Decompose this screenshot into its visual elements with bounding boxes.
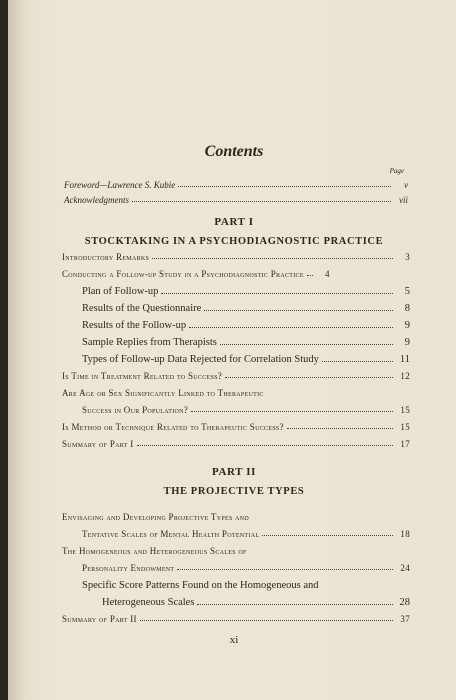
toc-entry: Tentative Scales of Mental Health Potential 18: [82, 529, 410, 539]
part-one-label: PART I: [214, 216, 254, 228]
toc-entry: Is Method or Technique Related to Therapeutic Success? 15: [62, 422, 410, 432]
toc-entry: Success in Our Population? 15: [82, 405, 410, 415]
toc-entry: Plan of Follow-up 5: [82, 286, 410, 297]
toc-entry: Is Time in Treatment Related to Success? 12: [62, 371, 410, 381]
toc-entry-line: Are Age or Sex Significantly Linked to Therapeutic: [62, 388, 264, 398]
toc-entry: Conducting a Follow-up Study in a Psychodiagnostic Practice 4: [62, 269, 330, 279]
toc-entry: Heterogeneous Scales 28: [102, 597, 410, 608]
toc-entry: Types of Follow-up Data Rejected for Correlation Study 11: [82, 354, 410, 365]
toc-entry: Summary of Part I 17: [62, 439, 410, 449]
toc-entry: Results of the Questionnaire 8: [82, 303, 410, 314]
toc-entry: Introductory Remarks 3: [62, 252, 410, 262]
contents-title: Contents: [204, 143, 264, 160]
part-one-heading: STOCKTAKING IN A PSYCHODIAGNOSTIC PRACTICE: [84, 236, 384, 247]
page-number: xi: [229, 634, 239, 646]
book-page: [8, 0, 456, 700]
page-column-header: Page: [389, 167, 404, 175]
part-two-heading: THE PROJECTIVE TYPES: [163, 486, 305, 497]
toc-entry: Personality Endowment 24: [82, 563, 410, 573]
toc-entry-line: The Homogeneous and Heterogeneous Scales of: [62, 546, 247, 556]
part-two-label: PART II: [211, 466, 257, 478]
toc-entry-foreword: Foreword—Lawrence S. Kubie v: [64, 180, 408, 190]
toc-entry: Summary of Part II 37: [62, 614, 410, 624]
toc-entry-line: Specific Score Patterns Found on the Homogeneous and: [82, 580, 319, 591]
toc-entry-line: Envisaging and Developing Projective Types and: [62, 512, 250, 522]
toc-entry: Sample Replies from Therapists 9: [82, 337, 410, 348]
toc-entry-acknowledgments: Acknowledgments vii: [64, 195, 408, 205]
toc-entry: Results of the Follow-up 9: [82, 320, 410, 331]
